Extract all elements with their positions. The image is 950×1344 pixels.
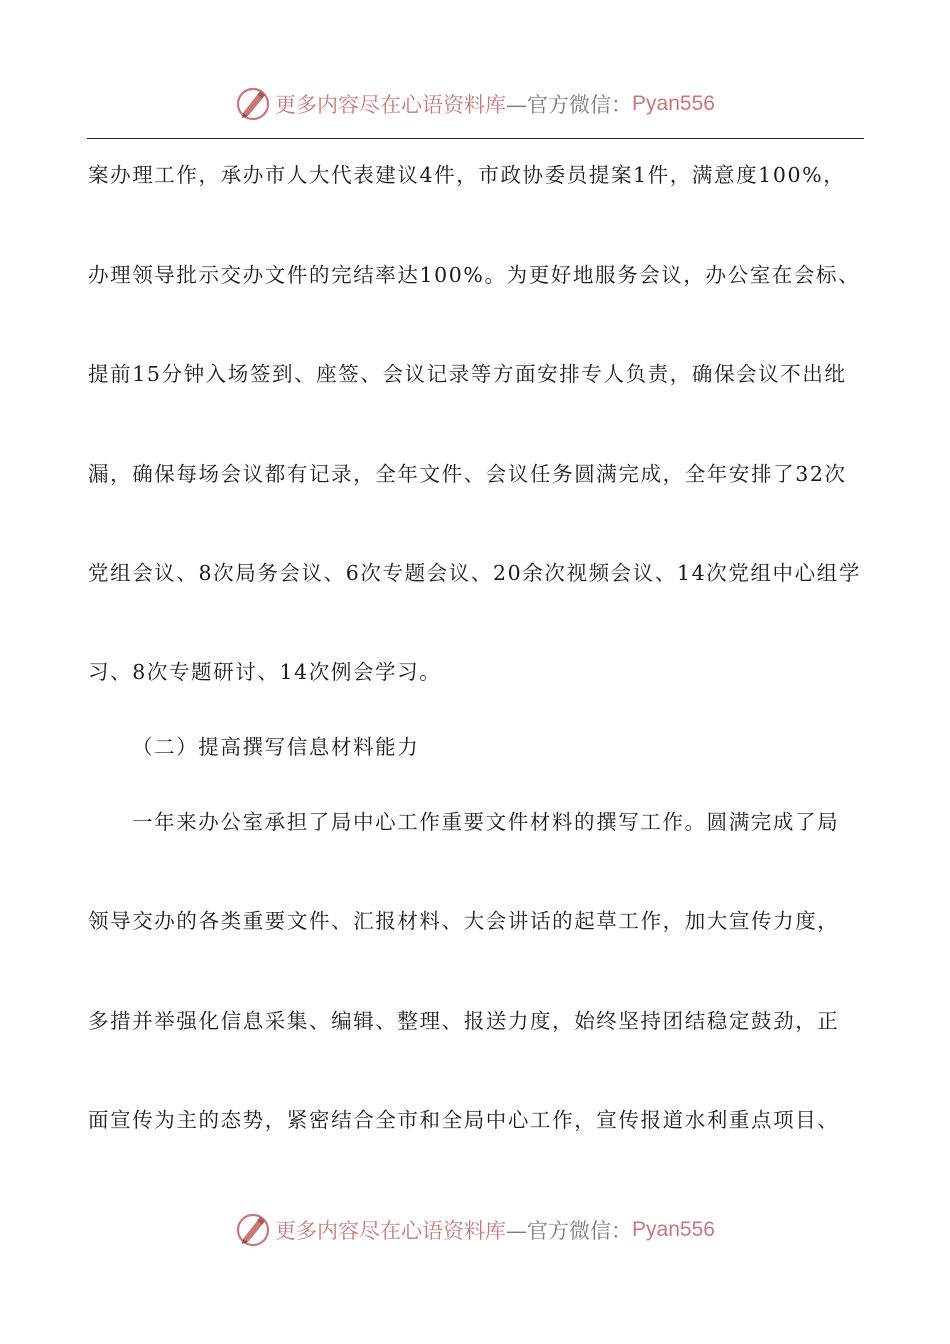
body-line-7: 一年来办公室承担了局中心工作重要文件材料的撰写工作。圆满完成了局 bbox=[132, 810, 840, 834]
section-heading: （二）提高撰写信息材料能力 bbox=[132, 735, 420, 759]
body-line-5: 党组会议、8次局务会议、6次专题会议、20余次视频会议、14次党组中心组学 bbox=[88, 561, 861, 585]
pen-logo-icon bbox=[235, 86, 271, 122]
footer-brand-text: 更多内容尽在心语资料库 bbox=[275, 1219, 507, 1243]
body-line-2: 办理领导批示交办文件的完结率达100%。为更好地服务会议，办公室在会标、 bbox=[88, 263, 861, 287]
body-line-3: 提前15分钟入场签到、座签、会议记录等方面安排专人负责，确保会议不出纰 bbox=[88, 362, 847, 386]
header-divider bbox=[87, 138, 864, 139]
body-line-10: 面宣传为主的态势，紧密结合全市和全局中心工作，宣传报道水利重点项目、 bbox=[88, 1108, 840, 1132]
body-line-1: 案办理工作，承办市人大代表建议4件，市政协委员提案1件，满意度100%， bbox=[88, 163, 846, 187]
footer-official-text: —官方微信： bbox=[506, 1219, 633, 1243]
body-line-6: 习、8次专题研讨、14次例会学习。 bbox=[88, 660, 442, 684]
body-line-9: 多措并举强化信息采集、编辑、整理、报送力度，始终坚持团结稳定鼓劲，正 bbox=[88, 1009, 840, 1033]
pen-logo-icon bbox=[235, 1212, 271, 1248]
header-wechat-id: Pyan556 bbox=[632, 92, 715, 115]
header-banner bbox=[0, 84, 950, 124]
header-brand-text: 更多内容尽在心语资料库 bbox=[275, 93, 507, 117]
body-line-4: 漏，确保每场会议都有记录，全年文件、会议任务圆满完成，全年安排了32次 bbox=[88, 462, 847, 486]
body-line-8: 领导交办的各类重要文件、汇报材料、大会讲话的起草工作，加大宣传力度， bbox=[88, 909, 840, 933]
footer-banner bbox=[0, 1210, 950, 1250]
footer-wechat-id: Pyan556 bbox=[632, 1218, 715, 1241]
header-official-text: —官方微信： bbox=[506, 93, 633, 117]
